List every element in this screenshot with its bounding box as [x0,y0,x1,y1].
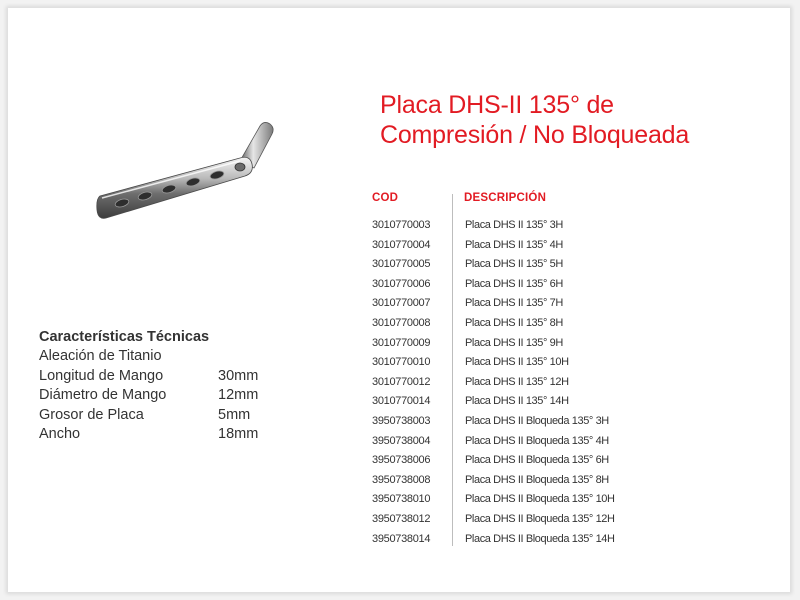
table-row [372,412,772,432]
product-description: Placa DHS II 135° 9H [465,336,563,349]
product-description: Placa DHS II 135° 10H [465,356,569,369]
spec-label: Diámetro de Mango [39,387,167,403]
spec-value: 5mm [218,406,251,423]
table-row [372,216,772,236]
product-description: Placa DHS II Bloqueda 135° 4H [465,434,609,447]
column-header-description: DESCRIPCIÓN [464,192,547,204]
spec-label: Longitud de Mango [39,367,164,384]
product-description: Placa DHS II 135° 7H [465,297,563,310]
product-code: 3010770007 [372,297,431,310]
product-code: 3010770005 [372,258,431,271]
product-code: 3950738010 [372,493,431,506]
table-row [372,373,772,393]
product-description: Placa DHS II Bloqueda 135° 8H [465,473,609,486]
product-code: 3010770010 [372,356,431,369]
product-description: Placa DHS II Bloqueda 135° 6H [465,454,609,467]
product-description: Placa DHS II Bloqueda 135° 10H [465,493,615,506]
table-row [372,392,772,412]
spec-label: Aleación de Titanio [39,348,162,364]
spec-value: 30mm [218,367,259,384]
product-code: 3950738006 [372,454,431,467]
table-row [372,432,772,452]
spec-line [39,386,299,406]
product-description: Placa DHS II Bloqueda 135° 12H [465,512,615,525]
table-row [372,334,772,354]
spec-line [39,406,299,426]
column-header-cod: COD [372,192,399,204]
product-code: 3950738004 [372,434,431,447]
table-row [372,490,772,510]
product-title-line-2: Compresión / No Bloqueada [380,121,690,149]
table-row [372,236,772,256]
spec-label: Ancho [39,426,81,442]
spec-line [39,367,299,387]
product-title-line-1: Placa DHS-II 135° de [380,91,614,119]
product-description: Placa DHS II 135° 8H [465,316,563,329]
technical-specs [39,327,299,445]
table-row [372,530,772,550]
spec-line [39,347,299,367]
product-description: Placa DHS II Bloqueda 135° 14H [465,532,615,545]
product-code: 3950738008 [372,473,431,486]
product-code: 3010770012 [372,375,431,388]
product-code: 3950738003 [372,414,431,427]
product-title [380,90,790,150]
product-code: 3010770014 [372,395,431,408]
product-description: Placa DHS II Bloqueda 135° 3H [465,414,609,427]
table-row [372,353,772,373]
dhs-plate-image [90,118,280,228]
table-row [372,451,772,471]
table-row [372,510,772,530]
table-row [372,294,772,314]
product-code: 3010770004 [372,238,431,251]
spec-label: Grosor de Placa [39,406,144,423]
product-code: 3010770006 [372,277,431,290]
spec-value: 12mm [218,387,259,403]
product-code: 3010770008 [372,316,431,329]
product-description: Placa DHS II 135° 6H [465,277,563,290]
product-code-table [372,216,772,549]
table-row [372,314,772,334]
product-code: 3950738014 [372,532,431,545]
product-description: Placa DHS II 135° 14H [465,395,569,408]
product-code: 3950738012 [372,512,431,525]
specs-heading: Características Técnicas [39,329,210,345]
table-row [372,275,772,295]
table-row [372,255,772,275]
product-description: Placa DHS II 135° 3H [465,219,563,231]
product-description: Placa DHS II 135° 12H [465,375,569,388]
spec-value: 18mm [218,426,259,442]
product-code: 3010770003 [372,219,431,231]
product-description: Placa DHS II 135° 5H [465,258,563,271]
spec-line [39,425,299,445]
table-row [372,471,772,491]
product-description: Placa DHS II 135° 4H [465,238,563,251]
product-code: 3010770009 [372,336,431,349]
